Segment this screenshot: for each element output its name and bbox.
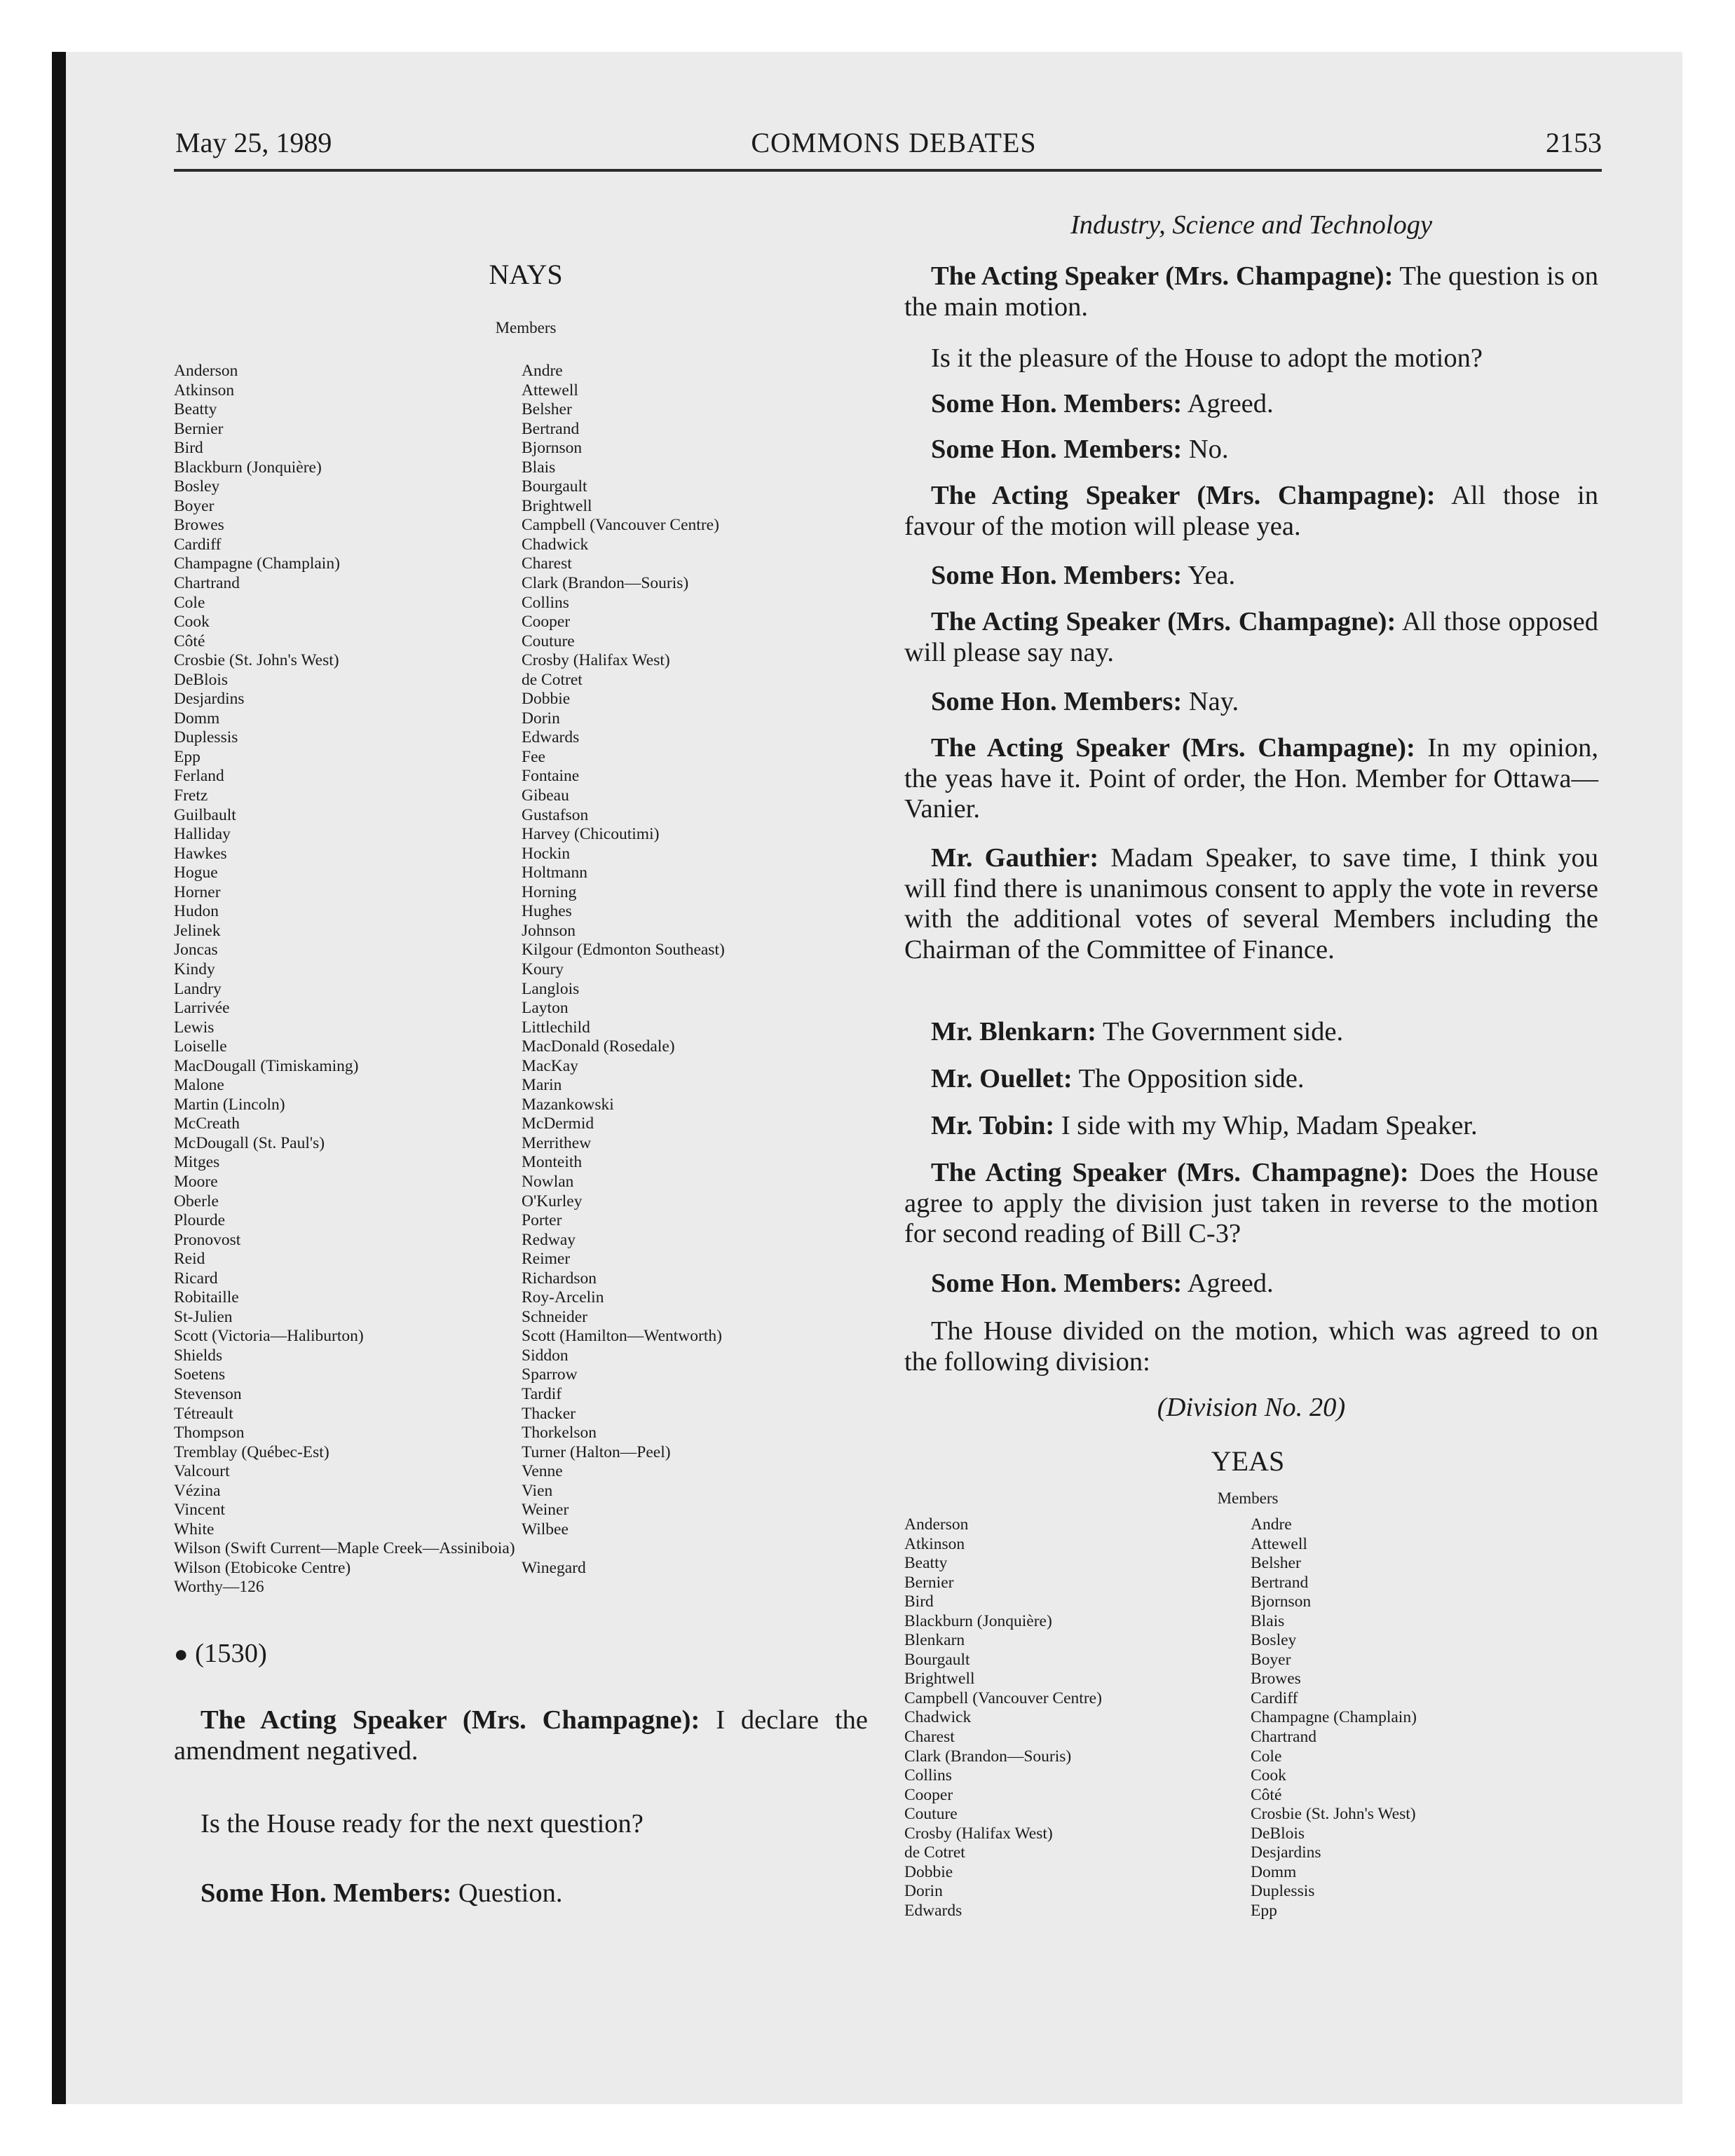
member-name: Moore xyxy=(174,1172,218,1191)
member-name: Reimer xyxy=(522,1250,571,1269)
member-name: Dorin xyxy=(904,1882,943,1901)
header-title: COMMONS DEBATES xyxy=(751,127,1037,158)
member-name: Belsher xyxy=(1251,1554,1301,1573)
member-name: Couture xyxy=(522,632,575,650)
member-name: Dorin xyxy=(522,709,560,728)
member-name: Horning xyxy=(522,882,577,901)
member-name: McDougall (St. Paul's) xyxy=(174,1133,325,1152)
member-name: Hughes xyxy=(522,902,572,921)
member-name: MacDonald (Rosedale) xyxy=(522,1037,675,1056)
member-name: Charest xyxy=(522,554,572,573)
debate-paragraph xyxy=(904,1316,1598,1377)
speech-text: All those in favour of the motion will please yea. xyxy=(904,481,1598,541)
member-name: Marin xyxy=(522,1076,562,1095)
member-name: Bjornson xyxy=(522,439,583,458)
member-name: Vien xyxy=(522,1481,553,1500)
member-name: White xyxy=(174,1520,215,1538)
member-name: Jelinek xyxy=(174,921,221,940)
member-name: Soetens xyxy=(174,1365,226,1384)
member-name: Clark (Brandon—Souris) xyxy=(522,574,689,593)
member-name: Domm xyxy=(174,709,220,728)
member-name: Thompson xyxy=(174,1424,245,1442)
member-name: Stevenson xyxy=(174,1384,242,1403)
member-name: Schneider xyxy=(522,1307,587,1326)
yeas-members-label: Members xyxy=(1217,1489,1279,1507)
member-name: McCreath xyxy=(174,1114,240,1133)
member-name: de Cotret xyxy=(522,670,583,689)
member-name: Halliday xyxy=(174,825,231,844)
member-name: Redway xyxy=(522,1230,576,1249)
member-name: St-Julien xyxy=(174,1307,233,1326)
member-name: DeBlois xyxy=(174,670,229,689)
debate-paragraph xyxy=(904,435,1598,465)
speaker-name: Some Hon. Members: xyxy=(931,1269,1183,1298)
member-name: Scott (Hamilton—Wentworth) xyxy=(522,1327,722,1346)
member-name: Côté xyxy=(174,632,205,650)
member-name: Johnson xyxy=(522,921,576,940)
member-name: Shields xyxy=(174,1346,223,1365)
member-name: Bjornson xyxy=(1251,1592,1312,1611)
member-name: Campbell (Vancouver Centre) xyxy=(522,516,719,535)
speech-text: In my opinion, the yeas have it. Point of order, the Hon. Member for Ottawa—Vanier. xyxy=(904,733,1598,824)
member-name: Dobbie xyxy=(904,1862,953,1881)
speaker-name: The Acting Speaker (Mrs. Champagne): xyxy=(931,1158,1409,1187)
member-name: Monteith xyxy=(522,1153,583,1172)
speech-text: Agreed. xyxy=(1182,389,1274,418)
member-name: Venne xyxy=(522,1462,563,1481)
member-name: Boyer xyxy=(1251,1650,1291,1669)
member-name: Couture xyxy=(904,1805,958,1824)
member-name: Boyer xyxy=(174,496,215,515)
member-name: Blackburn (Jonquière) xyxy=(904,1611,1052,1630)
member-name: Blenkarn xyxy=(904,1631,965,1650)
member-name: Chartrand xyxy=(174,574,240,593)
member-name: Blais xyxy=(522,458,556,477)
debate-paragraph xyxy=(904,1017,1598,1048)
speaker-name: The Acting Speaker (Mrs. Champagne): xyxy=(931,607,1396,636)
member-name: Weiner xyxy=(522,1501,569,1520)
debate-paragraph xyxy=(904,607,1598,668)
speaker-name: The Acting Speaker (Mrs. Champagne): xyxy=(931,733,1415,763)
member-name: Thorkelson xyxy=(522,1424,597,1442)
bullet-icon: ● xyxy=(174,1642,189,1667)
member-name: Cooper xyxy=(522,613,571,632)
section-title: Industry, Science and Technology xyxy=(1070,210,1433,240)
speech-text: Question. xyxy=(451,1878,563,1908)
speaker-name: Some Hon. Members: xyxy=(931,389,1183,418)
member-name: Anderson xyxy=(904,1515,969,1534)
member-name: MacKay xyxy=(522,1056,578,1075)
member-name: O'Kurley xyxy=(522,1192,583,1210)
member-name: Wilson (Swift Current—Maple Creek—Assiniboia) xyxy=(174,1539,515,1558)
member-name: Layton xyxy=(522,999,569,1018)
yeas-members-column-2 xyxy=(1251,1515,1417,1920)
speaker-name: Some Hon. Members: xyxy=(931,435,1183,464)
member-name: Pronovost xyxy=(174,1230,241,1249)
member-name: Kilgour (Edmonton Southeast) xyxy=(522,941,725,960)
member-name: Beatty xyxy=(174,400,217,419)
member-name: Cook xyxy=(1251,1766,1286,1785)
member-name: Andre xyxy=(1251,1515,1292,1534)
nays-members-column-1 xyxy=(174,362,515,1597)
member-name: Martin (Lincoln) xyxy=(174,1095,285,1114)
member-name: de Cotret xyxy=(904,1843,965,1862)
member-name: Vincent xyxy=(174,1501,225,1520)
member-name: Bird xyxy=(904,1592,934,1611)
member-name: Hogue xyxy=(174,864,218,882)
speaker-name: The Acting Speaker (Mrs. Champagne): xyxy=(931,261,1394,291)
member-name: Browes xyxy=(174,516,224,535)
debate-paragraph xyxy=(904,1064,1598,1095)
speaker-name: Mr. Blenkarn: xyxy=(931,1017,1097,1046)
member-name: Cook xyxy=(174,613,210,632)
member-name: Brightwell xyxy=(522,496,592,515)
member-name: Joncas xyxy=(174,941,218,960)
member-name: Champagne (Champlain) xyxy=(1251,1708,1417,1727)
member-name: Loiselle xyxy=(174,1037,227,1056)
member-name: Clark (Brandon—Souris) xyxy=(904,1747,1072,1766)
member-name: Edwards xyxy=(522,728,580,747)
speech-text: The Opposition side. xyxy=(1072,1064,1305,1093)
speech-text: I declare the amendment negatived. xyxy=(174,1705,868,1766)
member-name: Chartrand xyxy=(1251,1728,1316,1747)
member-name: Plourde xyxy=(174,1211,226,1230)
member-name: Mitges xyxy=(174,1153,220,1172)
member-name: Attewell xyxy=(522,381,578,400)
member-name: Belsher xyxy=(522,400,572,419)
member-name: Gustafson xyxy=(522,805,589,824)
member-name: Tardif xyxy=(522,1384,562,1403)
paragraph-question xyxy=(174,1878,868,1909)
member-name: Larrivée xyxy=(174,999,230,1018)
speaker-name: Some Hon. Members: xyxy=(200,1878,452,1908)
speech-text: The House divided on the motion, which was agreed to on the following division: xyxy=(904,1316,1598,1377)
member-name: Mazankowski xyxy=(522,1095,614,1114)
time-marker xyxy=(174,1639,875,1670)
member-name: Crosbie (St. John's West) xyxy=(1251,1805,1416,1824)
member-name: McDermid xyxy=(522,1114,594,1133)
member-name: Beatty xyxy=(904,1554,948,1573)
debate-paragraph xyxy=(904,561,1598,592)
debate-paragraph xyxy=(904,1269,1598,1299)
member-name: Worthy—126 xyxy=(174,1578,264,1597)
page-number: 2153 xyxy=(1546,127,1602,158)
member-name: Brightwell xyxy=(904,1670,975,1688)
division-label: (Division No. 20) xyxy=(1157,1393,1346,1422)
member-name: Richardson xyxy=(522,1269,597,1288)
member-name: Chadwick xyxy=(522,535,589,554)
member-name: Bourgault xyxy=(522,477,587,496)
speech-text: The question is on the main motion. xyxy=(904,261,1598,322)
member-name xyxy=(522,1539,725,1559)
debate-paragraph xyxy=(904,843,1598,965)
speaker-name: The Acting Speaker (Mrs. Champagne): xyxy=(931,481,1436,510)
header-rule xyxy=(174,169,1602,172)
member-name: Siddon xyxy=(522,1346,569,1365)
member-name: Atkinson xyxy=(174,381,235,400)
member-name: Koury xyxy=(522,960,564,978)
member-name: Attewell xyxy=(1251,1534,1307,1553)
member-name: Cardiff xyxy=(174,535,222,554)
member-name: DeBlois xyxy=(1251,1824,1305,1843)
member-name: Dobbie xyxy=(522,690,571,709)
member-name: Bertrand xyxy=(1251,1573,1309,1592)
member-name: Bernier xyxy=(174,419,224,438)
member-name: Cole xyxy=(1251,1747,1282,1766)
member-name: Scott (Victoria—Haliburton) xyxy=(174,1327,364,1346)
member-name: Anderson xyxy=(174,362,238,380)
header-date: May 25, 1989 xyxy=(175,127,332,158)
member-name: Guilbault xyxy=(174,805,236,824)
member-name: Crosby (Halifax West) xyxy=(904,1824,1053,1843)
member-name: Langlois xyxy=(522,979,580,998)
speech-text: All those opposed will please say nay. xyxy=(904,607,1598,667)
member-name: Domm xyxy=(1251,1862,1297,1881)
member-name: Oberle xyxy=(174,1192,219,1210)
member-name: Harvey (Chicoutimi) xyxy=(522,825,660,844)
member-name: Collins xyxy=(522,593,569,612)
member-name: Desjardins xyxy=(1251,1843,1321,1862)
member-name: Gibeau xyxy=(522,786,569,805)
member-name: Ferland xyxy=(174,767,224,786)
debate-paragraph xyxy=(904,389,1598,420)
member-name: Atkinson xyxy=(904,1534,965,1553)
member-name: Blais xyxy=(1251,1611,1285,1630)
yeas-members-column-1 xyxy=(904,1515,1102,1920)
speech-text: Agreed. xyxy=(1182,1269,1274,1298)
speech-text: Nay. xyxy=(1182,687,1239,716)
member-name: Cooper xyxy=(904,1785,953,1804)
member-name: MacDougall (Timiskaming) xyxy=(174,1056,359,1075)
member-name: Champagne (Champlain) xyxy=(174,554,340,573)
member-name: Winegard xyxy=(522,1558,586,1577)
member-name: Charest xyxy=(904,1728,955,1747)
member-name: Tétreault xyxy=(174,1404,233,1423)
member-name: Crosby (Halifax West) xyxy=(522,651,670,670)
member-name: Robitaille xyxy=(174,1288,239,1307)
speech-text: Does the House agree to apply the division just taken in reverse to the motion for second reading of Bill C-3? xyxy=(904,1158,1598,1248)
member-name: Bosley xyxy=(1251,1631,1297,1650)
member-name: Côté xyxy=(1251,1785,1282,1804)
member-name: Browes xyxy=(1251,1670,1301,1688)
member-name: Cardiff xyxy=(1251,1688,1298,1707)
member-name: Bosley xyxy=(174,477,220,496)
member-name: Duplessis xyxy=(174,728,238,747)
member-name: Bourgault xyxy=(904,1650,970,1669)
speaker-name: Mr. Gauthier: xyxy=(931,843,1099,873)
member-name: Tremblay (Québec-Est) xyxy=(174,1442,329,1461)
debate-paragraph xyxy=(904,481,1598,542)
member-name: Holtmann xyxy=(522,864,587,882)
member-name: Wilbee xyxy=(522,1520,569,1538)
member-name: Bird xyxy=(174,439,203,458)
member-name: Wilson (Etobicoke Centre) xyxy=(174,1558,351,1577)
speech-text: Yea. xyxy=(1182,561,1236,590)
member-name: Porter xyxy=(522,1211,562,1230)
member-name: Merrithew xyxy=(522,1133,592,1152)
speaker-name: Mr. Ouellet: xyxy=(931,1064,1073,1093)
member-name: Epp xyxy=(174,747,200,766)
member-name: Turner (Halton—Peel) xyxy=(522,1442,671,1461)
debate-paragraph xyxy=(904,1111,1598,1142)
member-name: Ricard xyxy=(174,1269,218,1288)
speaker-name: Some Hon. Members: xyxy=(931,687,1183,716)
debate-paragraph xyxy=(904,733,1598,825)
member-name: Crosbie (St. John's West) xyxy=(174,651,339,670)
member-name: Chadwick xyxy=(904,1708,972,1727)
speech-text: Is it the pleasure of the House to adopt the motion? xyxy=(931,343,1483,373)
yeas-heading: YEAS xyxy=(1211,1445,1285,1477)
time-marker-text: (1530) xyxy=(195,1639,267,1668)
member-name: Littlechild xyxy=(522,1018,590,1037)
member-name: Nowlan xyxy=(522,1172,574,1191)
paragraph-amendment-negatived xyxy=(174,1705,868,1766)
member-name: Duplessis xyxy=(1251,1882,1315,1901)
member-name: Kindy xyxy=(174,960,215,978)
member-name: Desjardins xyxy=(174,690,245,709)
speech-text: The Government side. xyxy=(1096,1017,1344,1046)
speech-text: I side with my Whip, Madam Speaker. xyxy=(1054,1111,1478,1140)
member-name: Roy-Arcelin xyxy=(522,1288,604,1307)
member-name: Collins xyxy=(904,1766,952,1785)
member-name: Blackburn (Jonquière) xyxy=(174,458,322,477)
member-name: Landry xyxy=(174,979,222,998)
member-name: Malone xyxy=(174,1076,224,1095)
member-name: Fretz xyxy=(174,786,208,805)
nays-heading: NAYS xyxy=(489,259,563,290)
member-name: Bertrand xyxy=(522,419,580,438)
speaker-name: Mr. Tobin: xyxy=(931,1111,1055,1140)
speech-text: No. xyxy=(1182,435,1229,464)
member-name: Horner xyxy=(174,882,221,901)
nays-members-column-2 xyxy=(522,362,725,1578)
speech-text: Madam Speaker, to save time, I think you will find there is unanimous consent to apply the vote in reverse with the additional votes of several Members including the Chairman of the Committee of Finance. xyxy=(904,843,1598,964)
member-name: Andre xyxy=(522,362,563,380)
member-name: Vézina xyxy=(174,1481,221,1500)
member-name: Valcourt xyxy=(174,1462,230,1481)
binding-edge xyxy=(52,52,66,2104)
member-name: Hudon xyxy=(174,902,219,921)
speaker-name: Some Hon. Members: xyxy=(931,561,1183,590)
member-name: Fee xyxy=(522,747,545,766)
member-name: Fontaine xyxy=(522,767,580,786)
member-name: Edwards xyxy=(904,1901,962,1920)
member-name: Campbell (Vancouver Centre) xyxy=(904,1688,1102,1707)
member-name: Lewis xyxy=(174,1018,215,1037)
member-name: Reid xyxy=(174,1250,205,1269)
debate-paragraph xyxy=(904,687,1598,718)
member-name: Sparrow xyxy=(522,1365,578,1384)
debate-paragraph xyxy=(904,261,1598,322)
paragraph-next-question: Is the House ready for the next question? xyxy=(200,1809,644,1838)
member-name: Thacker xyxy=(522,1404,576,1423)
debate-paragraph xyxy=(904,343,1598,374)
member-name: Hawkes xyxy=(174,844,227,863)
member-name: Cole xyxy=(174,593,205,612)
debate-paragraph xyxy=(904,1158,1598,1250)
nays-members-label: Members xyxy=(495,319,557,336)
member-name: Bernier xyxy=(904,1573,954,1592)
speaker-name: The Acting Speaker (Mrs. Champagne): xyxy=(200,1705,700,1735)
member-name: Epp xyxy=(1251,1901,1277,1920)
member-name: Hockin xyxy=(522,844,571,863)
